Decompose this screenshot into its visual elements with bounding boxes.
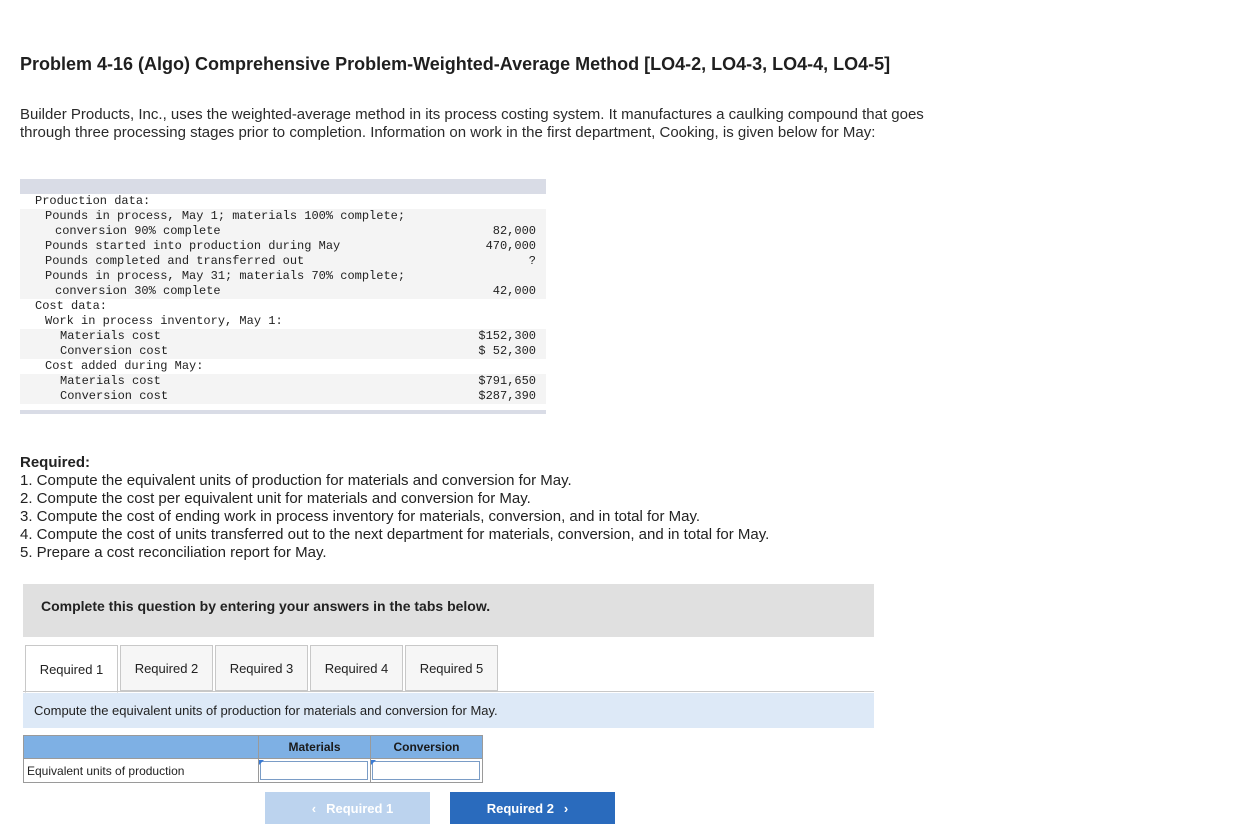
materials-input[interactable] — [260, 761, 368, 780]
data-row — [20, 389, 546, 404]
required-section — [20, 454, 769, 562]
data-row — [20, 254, 546, 269]
data-row-label: Materials cost — [60, 374, 161, 388]
data-row — [20, 269, 546, 284]
data-row-value: 470,000 — [485, 239, 536, 253]
header-conversion: Conversion — [371, 736, 483, 759]
instructions-banner — [23, 584, 874, 637]
prev-button-label: Required 1 — [326, 800, 394, 816]
conversion-input[interactable] — [372, 761, 480, 780]
data-row-label: Cost added during May: — [45, 359, 204, 373]
data-row-value: 82,000 — [492, 224, 536, 238]
problem-intro: Builder Products, Inc., uses the weighted-average method in its process costing system. It manufactures a caulking compound that goes through three processing stages prior to completion. Information on work in the first department, Cooking, is given below for May: — [20, 106, 924, 141]
data-row — [20, 284, 546, 299]
tab-required-2[interactable]: Required 2 — [120, 645, 213, 691]
data-row-label: conversion 90% complete — [55, 224, 221, 238]
tab-required-5[interactable]: Required 5 — [405, 645, 498, 691]
data-row — [20, 209, 546, 224]
data-row-label: Pounds in process, May 31; materials 70% complete; — [45, 269, 406, 283]
data-row-value: $ 52,300 — [478, 344, 536, 358]
data-row-value: 42,000 — [492, 284, 536, 298]
data-table-header-bar — [20, 179, 546, 194]
data-row-label: conversion 30% complete — [55, 284, 221, 298]
data-row-value: $791,650 — [478, 374, 536, 388]
data-row-label: Production data: — [35, 194, 151, 208]
data-row — [20, 299, 546, 314]
data-row-label: Pounds completed and transferred out — [45, 254, 305, 268]
problem-title: Problem 4-16 (Algo) Comprehensive Problem-Weighted-Average Method [LO4-2, LO4-3, LO4-4, LO4-5] — [20, 54, 891, 74]
data-table-rows — [20, 194, 546, 404]
required-item: 2. Compute the cost per equivalent unit for materials and conversion for May. — [20, 490, 531, 507]
tab-instruction — [23, 693, 874, 728]
data-row-value: $152,300 — [478, 329, 536, 343]
data-row-value: $287,390 — [478, 389, 536, 403]
materials-cell — [259, 759, 371, 783]
data-row — [20, 344, 546, 359]
data-row — [20, 374, 546, 389]
tab-required-4[interactable]: Required 4 — [310, 645, 403, 691]
prev-required-button[interactable] — [265, 792, 430, 824]
data-row-label: Cost data: — [35, 299, 108, 313]
tab-divider — [23, 691, 874, 692]
data-table-footer-bar — [20, 410, 546, 414]
input-flag-icon — [371, 760, 376, 765]
data-row-value: ? — [528, 254, 536, 268]
required-item: 4. Compute the cost of units transferred out to the next department for materials, conversion, and in total for May. — [20, 526, 770, 543]
chevron-left-icon: ‹ — [311, 800, 317, 816]
data-table — [20, 179, 546, 414]
next-button-label: Required 2 — [486, 800, 554, 816]
data-row — [20, 359, 546, 374]
data-row — [20, 194, 546, 209]
required-item: 1. Compute the equivalent units of production for materials and conversion for May. — [20, 472, 572, 489]
header-blank — [24, 736, 259, 759]
row-label: Equivalent units of production — [24, 759, 259, 783]
answer-table — [23, 735, 483, 783]
data-row-label: Conversion cost — [60, 389, 169, 403]
data-row-label: Conversion cost — [60, 344, 169, 358]
data-row-label: Pounds started into production during May — [45, 239, 341, 253]
answer-table-header — [24, 736, 483, 759]
data-row-label: Pounds in process, May 1; materials 100% complete; — [45, 209, 406, 223]
tab-required-3[interactable]: Required 3 — [215, 645, 308, 691]
conversion-cell — [371, 759, 483, 783]
required-item: 5. Prepare a cost reconciliation report for May. — [20, 544, 327, 561]
tab-instruction-text: Compute the equivalent units of production for materials and conversion for May. — [34, 703, 498, 718]
data-row — [20, 329, 546, 344]
data-row-label: Materials cost — [60, 329, 161, 343]
tab-required-1[interactable]: Required 1 — [25, 645, 118, 693]
next-required-button[interactable] — [450, 792, 615, 824]
header-materials: Materials — [259, 736, 371, 759]
data-row-label: Work in process inventory, May 1: — [45, 314, 283, 328]
required-heading: Required: — [20, 454, 91, 471]
data-row — [20, 239, 546, 254]
data-row — [20, 224, 546, 239]
input-flag-icon — [259, 760, 264, 765]
data-row — [20, 314, 546, 329]
table-row — [24, 759, 483, 783]
required-item: 3. Compute the cost of ending work in process inventory for materials, conversion, and in total for May. — [20, 508, 701, 525]
banner-text: Complete this question by entering your answers in the tabs below. — [41, 598, 491, 614]
chevron-right-icon: › — [563, 800, 569, 816]
